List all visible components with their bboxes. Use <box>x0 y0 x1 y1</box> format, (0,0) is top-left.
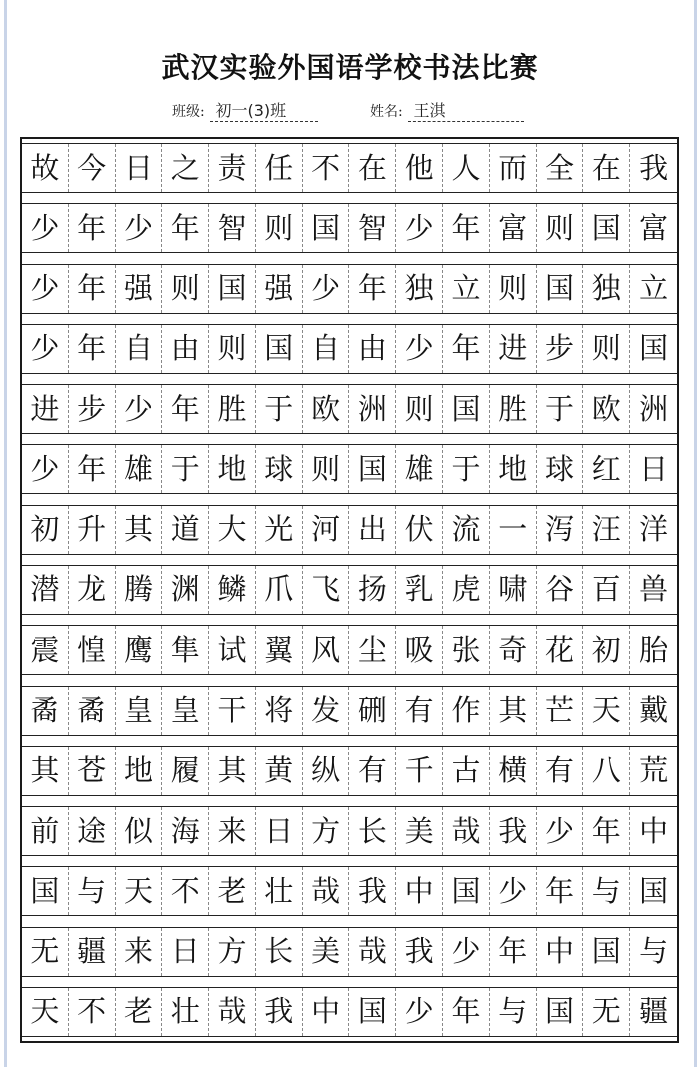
character-cell: 不 <box>162 867 209 915</box>
character-cell: 我 <box>490 807 537 855</box>
grid-row <box>22 505 677 555</box>
character-cell: 自 <box>303 325 350 373</box>
character-cell: 胜 <box>209 385 256 433</box>
class-label: 班级: <box>172 104 205 120</box>
character-cell: 河 <box>303 506 350 554</box>
character-cell: 升 <box>69 506 116 554</box>
character-cell: 胜 <box>490 385 537 433</box>
character-cell: 其 <box>22 747 69 795</box>
character-cell: 年 <box>69 325 116 373</box>
character-cell: 纵 <box>303 747 350 795</box>
character-cell: 中 <box>639 813 669 848</box>
character-cell: 洲 <box>639 391 669 426</box>
character-cell: 震 <box>22 626 69 674</box>
character-cell: 美 <box>303 928 350 976</box>
character-cell: 天 <box>116 867 163 915</box>
grid-row <box>22 987 677 1037</box>
character-cell: 年 <box>443 988 490 1036</box>
character-cell: 少 <box>22 265 69 313</box>
character-cell: 硎 <box>349 687 396 735</box>
character-cell: 胎 <box>639 632 669 667</box>
character-cell: 国 <box>349 445 396 493</box>
character-cell: 故 <box>22 144 69 192</box>
character-cell: 横 <box>490 747 537 795</box>
character-cell: 哉 <box>303 867 350 915</box>
character-cell: 啸 <box>490 566 537 614</box>
character-cell: 地 <box>116 747 163 795</box>
character-cell: 芒 <box>537 687 584 735</box>
character-cell: 干 <box>209 687 256 735</box>
scan-edge-left <box>4 0 7 1067</box>
character-cell: 初 <box>583 626 630 674</box>
writing-grid <box>20 137 679 1043</box>
character-cell: 日 <box>256 807 303 855</box>
character-cell: 今 <box>69 144 116 192</box>
character-cell: 前 <box>22 807 69 855</box>
character-cell: 国 <box>639 873 669 908</box>
character-cell: 老 <box>116 988 163 1036</box>
grid-row <box>22 625 677 675</box>
character-cell: 国 <box>583 928 630 976</box>
character-cell: 海 <box>162 807 209 855</box>
character-cell: 国 <box>443 867 490 915</box>
character-cell: 八 <box>583 747 630 795</box>
character-cell: 则 <box>256 204 303 252</box>
character-cell: 则 <box>537 204 584 252</box>
character-cell: 老 <box>209 867 256 915</box>
character-cell: 年 <box>69 445 116 493</box>
character-cell: 我 <box>396 928 443 976</box>
character-cell: 来 <box>116 928 163 976</box>
character-cell: 将 <box>256 687 303 735</box>
character-cell: 矞 <box>69 687 116 735</box>
character-cell: 在 <box>583 144 630 192</box>
character-cell: 国 <box>583 204 630 252</box>
character-cell: 在 <box>349 144 396 192</box>
character-cell: 进 <box>22 385 69 433</box>
character-cell: 富 <box>490 204 537 252</box>
character-cell: 壮 <box>256 867 303 915</box>
character-cell: 国 <box>443 385 490 433</box>
character-cell: 渊 <box>162 566 209 614</box>
grid-row <box>22 927 677 977</box>
character-cell: 作 <box>443 687 490 735</box>
character-cell: 立 <box>443 265 490 313</box>
character-cell: 欧 <box>583 385 630 433</box>
class-field <box>172 98 318 126</box>
character-cell: 皇 <box>116 687 163 735</box>
character-cell: 年 <box>443 325 490 373</box>
character-cell: 出 <box>349 506 396 554</box>
character-cell: 隼 <box>162 626 209 674</box>
character-cell: 少 <box>22 204 69 252</box>
character-cell: 不 <box>303 144 350 192</box>
character-cell: 年 <box>69 204 116 252</box>
character-cell: 与 <box>639 934 669 969</box>
character-cell: 飞 <box>303 566 350 614</box>
character-cell: 年 <box>69 265 116 313</box>
character-cell: 风 <box>303 626 350 674</box>
character-cell: 国 <box>303 204 350 252</box>
character-cell: 乳 <box>396 566 443 614</box>
character-cell: 年 <box>349 265 396 313</box>
character-cell: 古 <box>443 747 490 795</box>
character-cell: 扬 <box>349 566 396 614</box>
character-cell: 初 <box>22 506 69 554</box>
character-cell: 人 <box>443 144 490 192</box>
character-cell: 独 <box>396 265 443 313</box>
character-cell: 黄 <box>256 747 303 795</box>
character-cell: 国 <box>256 325 303 373</box>
character-cell: 于 <box>443 445 490 493</box>
grid-row <box>22 444 677 494</box>
character-cell: 少 <box>537 807 584 855</box>
character-cell: 于 <box>256 385 303 433</box>
character-cell: 地 <box>209 445 256 493</box>
character-cell: 日 <box>162 928 209 976</box>
character-cell: 球 <box>537 445 584 493</box>
character-cell: 之 <box>162 144 209 192</box>
grid-row <box>22 866 677 916</box>
character-cell: 哉 <box>209 988 256 1036</box>
character-cell: 强 <box>116 265 163 313</box>
character-cell: 国 <box>209 265 256 313</box>
character-cell: 翼 <box>256 626 303 674</box>
character-cell: 龙 <box>69 566 116 614</box>
character-cell: 发 <box>303 687 350 735</box>
character-cell: 而 <box>490 144 537 192</box>
character-cell: 矞 <box>22 687 69 735</box>
character-cell: 苍 <box>69 747 116 795</box>
character-cell: 奇 <box>490 626 537 674</box>
character-cell: 日 <box>639 451 669 486</box>
character-cell: 富 <box>639 210 669 245</box>
character-cell: 汪 <box>583 506 630 554</box>
character-cell: 爪 <box>256 566 303 614</box>
character-cell: 年 <box>162 385 209 433</box>
character-cell: 吸 <box>396 626 443 674</box>
character-cell: 壮 <box>162 988 209 1036</box>
character-cell: 与 <box>583 867 630 915</box>
character-cell: 鹰 <box>116 626 163 674</box>
character-cell: 智 <box>209 204 256 252</box>
character-cell: 雄 <box>396 445 443 493</box>
character-cell: 少 <box>22 445 69 493</box>
character-cell: 途 <box>69 807 116 855</box>
character-cell: 则 <box>490 265 537 313</box>
grid-row <box>22 384 677 434</box>
name-value: 王淇 <box>408 98 524 122</box>
character-cell: 我 <box>639 150 669 185</box>
character-cell: 独 <box>583 265 630 313</box>
character-cell: 天 <box>583 687 630 735</box>
character-cell: 兽 <box>639 572 669 607</box>
character-cell: 与 <box>69 867 116 915</box>
grid-row <box>22 806 677 856</box>
character-cell: 少 <box>396 204 443 252</box>
character-cell: 年 <box>583 807 630 855</box>
character-cell: 长 <box>256 928 303 976</box>
character-cell: 方 <box>209 928 256 976</box>
character-cell: 中 <box>396 867 443 915</box>
character-cell: 欧 <box>303 385 350 433</box>
character-cell: 鳞 <box>209 566 256 614</box>
character-cell: 地 <box>490 445 537 493</box>
character-cell: 球 <box>256 445 303 493</box>
character-cell: 无 <box>22 928 69 976</box>
character-cell: 国 <box>537 265 584 313</box>
character-cell: 国 <box>349 988 396 1036</box>
character-cell: 我 <box>349 867 396 915</box>
character-cell: 由 <box>349 325 396 373</box>
character-cell: 日 <box>116 144 163 192</box>
character-cell: 洲 <box>349 385 396 433</box>
character-cell: 疆 <box>639 994 669 1029</box>
scan-edge-right <box>694 0 697 1067</box>
character-cell: 有 <box>396 687 443 735</box>
character-cell: 美 <box>396 807 443 855</box>
character-cell: 则 <box>303 445 350 493</box>
character-cell: 哉 <box>443 807 490 855</box>
character-cell: 虎 <box>443 566 490 614</box>
character-cell: 年 <box>162 204 209 252</box>
character-cell: 光 <box>256 506 303 554</box>
character-cell: 一 <box>490 506 537 554</box>
character-cell: 进 <box>490 325 537 373</box>
character-cell: 有 <box>537 747 584 795</box>
name-label: 姓名: <box>370 104 403 120</box>
character-cell: 年 <box>490 928 537 976</box>
grid-row <box>22 686 677 736</box>
character-cell: 强 <box>256 265 303 313</box>
character-cell: 少 <box>396 988 443 1036</box>
class-value: 初一(3)班 <box>210 98 318 122</box>
grid-row <box>22 203 677 253</box>
character-cell: 来 <box>209 807 256 855</box>
character-cell: 其 <box>116 506 163 554</box>
grid-row <box>22 746 677 796</box>
character-cell: 少 <box>116 204 163 252</box>
character-cell: 惶 <box>69 626 116 674</box>
character-cell: 少 <box>22 325 69 373</box>
character-cell: 泻 <box>537 506 584 554</box>
character-cell: 长 <box>349 807 396 855</box>
grid-row <box>22 565 677 615</box>
character-cell: 皇 <box>162 687 209 735</box>
character-cell: 千 <box>396 747 443 795</box>
grid-row <box>22 264 677 314</box>
character-cell: 天 <box>22 988 69 1036</box>
character-cell: 谷 <box>537 566 584 614</box>
character-cell: 中 <box>537 928 584 976</box>
character-cell: 有 <box>349 747 396 795</box>
character-cell: 不 <box>69 988 116 1036</box>
character-cell: 国 <box>537 988 584 1036</box>
character-cell: 洋 <box>639 512 669 547</box>
character-cell: 则 <box>162 265 209 313</box>
character-cell: 步 <box>537 325 584 373</box>
character-cell: 尘 <box>349 626 396 674</box>
character-cell: 中 <box>303 988 350 1036</box>
character-cell: 戴 <box>639 693 669 728</box>
character-cell: 试 <box>209 626 256 674</box>
character-cell: 伏 <box>396 506 443 554</box>
character-cell: 雄 <box>116 445 163 493</box>
character-cell: 大 <box>209 506 256 554</box>
character-cell: 则 <box>583 325 630 373</box>
character-cell: 似 <box>116 807 163 855</box>
character-cell: 于 <box>162 445 209 493</box>
character-cell: 任 <box>256 144 303 192</box>
character-cell: 道 <box>162 506 209 554</box>
character-cell: 百 <box>583 566 630 614</box>
character-cell: 国 <box>639 331 669 366</box>
grid-row <box>22 324 677 374</box>
character-cell: 立 <box>639 271 669 306</box>
character-cell: 于 <box>537 385 584 433</box>
character-cell: 张 <box>443 626 490 674</box>
character-cell: 他 <box>396 144 443 192</box>
character-cell: 花 <box>537 626 584 674</box>
grid-row <box>22 143 677 193</box>
character-cell: 则 <box>396 385 443 433</box>
character-cell: 少 <box>116 385 163 433</box>
character-cell: 哉 <box>349 928 396 976</box>
character-cell: 由 <box>162 325 209 373</box>
character-cell: 其 <box>209 747 256 795</box>
character-cell: 流 <box>443 506 490 554</box>
character-cell: 无 <box>583 988 630 1036</box>
character-cell: 其 <box>490 687 537 735</box>
character-cell: 全 <box>537 144 584 192</box>
character-cell: 年 <box>537 867 584 915</box>
character-cell: 少 <box>303 265 350 313</box>
character-cell: 潜 <box>22 566 69 614</box>
character-cell: 履 <box>162 747 209 795</box>
character-cell: 方 <box>303 807 350 855</box>
character-cell: 少 <box>396 325 443 373</box>
character-cell: 少 <box>490 867 537 915</box>
character-cell: 国 <box>22 867 69 915</box>
character-cell: 红 <box>583 445 630 493</box>
character-cell: 少 <box>443 928 490 976</box>
character-cell: 智 <box>349 204 396 252</box>
character-cell: 年 <box>443 204 490 252</box>
character-cell: 责 <box>209 144 256 192</box>
character-cell: 步 <box>69 385 116 433</box>
character-cell: 自 <box>116 325 163 373</box>
character-cell: 与 <box>490 988 537 1036</box>
name-field <box>370 98 524 126</box>
character-cell: 疆 <box>69 928 116 976</box>
character-cell: 腾 <box>116 566 163 614</box>
character-cell: 荒 <box>639 753 669 788</box>
character-cell: 我 <box>256 988 303 1036</box>
character-cell: 则 <box>209 325 256 373</box>
page-title: 武汉实验外国语学校书法比赛 <box>161 51 539 84</box>
